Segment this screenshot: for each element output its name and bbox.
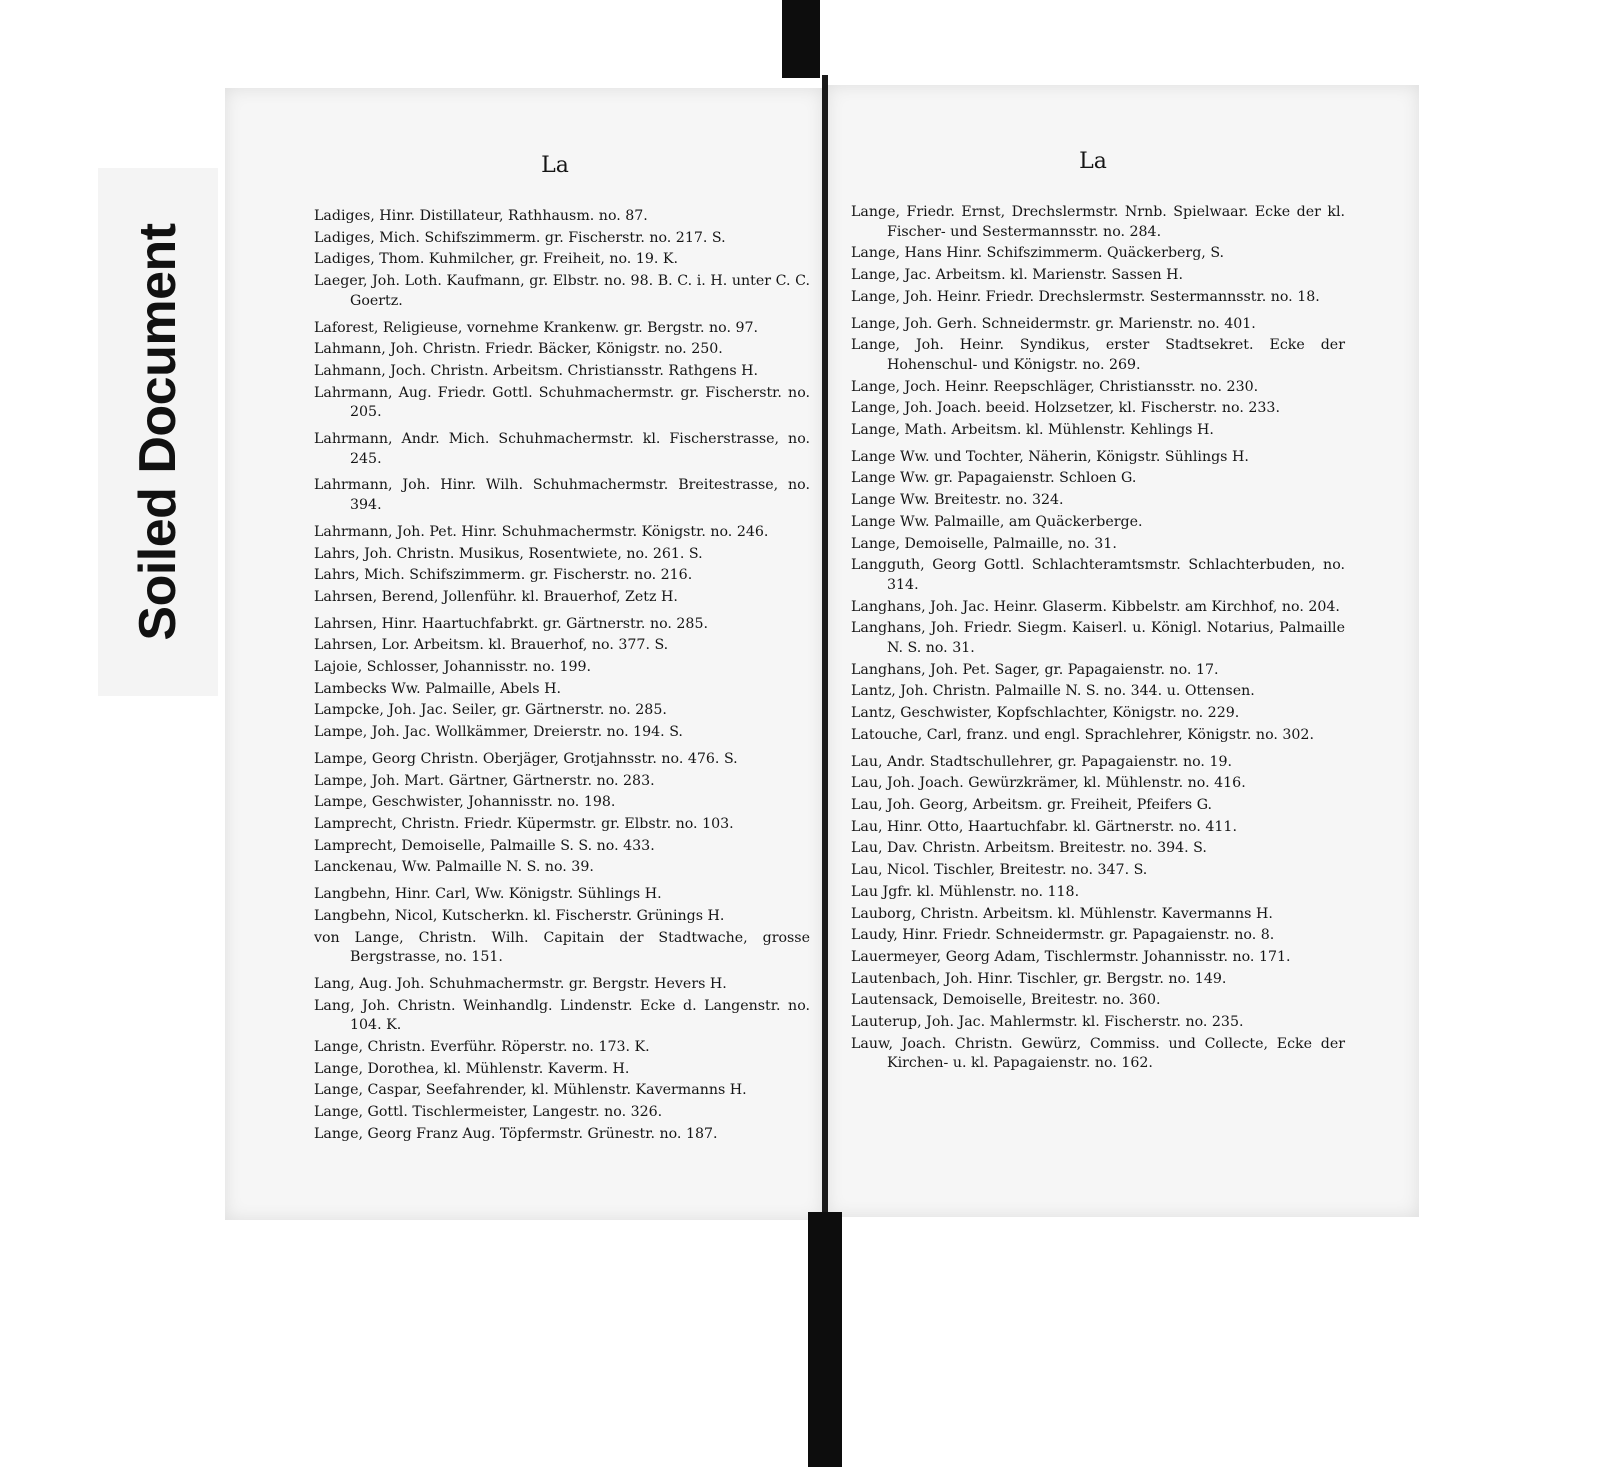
right-page-heading: La <box>1079 149 1107 174</box>
directory-entry: Lange Ww. Palmaille, am Quäckerberge. <box>851 513 1143 530</box>
directory-entry: Lantz, Geschwister, Kopfschlachter, Königstr. no. 229. <box>851 705 1240 722</box>
directory-entry: Lange Ww. und Tochter, Näherin, Königstr. Sühlings H. <box>851 448 1249 465</box>
directory-entry: Lau, Hinr. Otto, Haartuchfabr. kl. Gärtnerstr. no. 411. <box>851 818 1237 835</box>
directory-entry: Lahrmann, Andr. Mich. Schuhmachermstr. kl. Fischerstrasse, no. 245. <box>314 431 810 467</box>
directory-entry: Lange, Dorothea, kl. Mühlenstr. Kaverm. H. <box>314 1060 630 1077</box>
left-page-entries <box>314 207 810 1147</box>
directory-entry: Ladiges, Thom. Kuhmilcher, gr. Freiheit, no. 19. K. <box>314 251 679 268</box>
directory-entry: Lautensack, Demoiselle, Breitestr. no. 360. <box>851 992 1161 1009</box>
directory-entry: Langguth, Georg Gottl. Schlachteramtsmstr. Schlachterbuden, no. 314. <box>851 557 1345 593</box>
directory-entry: Lahmann, Joch. Christn. Arbeitsm. Christiansstr. Rathgens H. <box>314 362 759 379</box>
directory-entry: Langbehn, Hinr. Carl, Ww. Königstr. Sühlings H. <box>314 886 662 903</box>
directory-entry: Lahrs, Mich. Schifszimmerm. gr. Fischerstr. no. 216. <box>314 567 693 584</box>
directory-entry: Lang, Aug. Joh. Schuhmachermstr. gr. Bergstr. Hevers H. <box>314 975 727 992</box>
directory-entry: Lange, Joch. Heinr. Reepschläger, Christiansstr. no. 230. <box>851 378 1259 395</box>
directory-entry: Lange, Demoiselle, Palmaille, no. 31. <box>851 535 1117 552</box>
directory-entry: Laforest, Religieuse, vornehme Krankenw. gr. Bergstr. no. 97. <box>314 319 759 336</box>
directory-entry: Lange, Caspar, Seefahrender, kl. Mühlenstr. Kavermanns H. <box>314 1082 747 1099</box>
directory-entry: Lau, Nicol. Tischler, Breitestr. no. 347. S. <box>851 862 1148 879</box>
book-gutter <box>822 75 828 1225</box>
directory-entry: Lantz, Joh. Christn. Palmaille N. S. no. 344. u. Ottensen. <box>851 683 1255 700</box>
directory-entry: Lauermeyer, Georg Adam, Tischlermstr. Johannisstr. no. 171. <box>851 948 1291 965</box>
directory-entry: Lampe, Geschwister, Johannisstr. no. 198. <box>314 794 616 811</box>
directory-entry: Lahrs, Joh. Christn. Musikus, Rosentwiete, no. 261. S. <box>314 545 703 562</box>
directory-entry: Lahrmann, Joh. Hinr. Wilh. Schuhmachermstr. Breitestrasse, no. 394. <box>314 477 810 514</box>
directory-entry: Lahrmann, Aug. Friedr. Gottl. Schuhmachermstr. gr. Fischerstr. no. 205. <box>314 384 810 421</box>
directory-entry: Langhans, Joh. Jac. Heinr. Glaserm. Kibbelstr. am Kirchhof, no. 204. <box>851 598 1340 615</box>
directory-entry: Langhans, Joh. Friedr. Siegm. Kaiserl. u. Königl. Notarius, Palmaille N. S. no. 31. <box>851 620 1345 657</box>
soiled-document-label: Soiled Document <box>129 223 187 641</box>
directory-entry: Laudy, Hinr. Friedr. Schneidermstr. gr. Papagaienstr. no. 8. <box>851 927 1275 944</box>
binding-tab-top <box>782 0 820 78</box>
directory-entry: Lautenbach, Joh. Hinr. Tischler, gr. Bergstr. no. 149. <box>851 970 1227 987</box>
directory-entry: Lange, Joh. Heinr. Friedr. Drechslermstr. Sestermannsstr. no. 18. <box>851 288 1320 305</box>
directory-entry: Lange, Joh. Gerh. Schneidermstr. gr. Marienstr. no. 401. <box>851 315 1256 332</box>
directory-entry: Lange, Gottl. Tischlermeister, Langestr. no. 326. <box>314 1104 663 1121</box>
directory-entry: Lange, Joh. Joach. beeid. Holzsetzer, kl. Fischerstr. no. 233. <box>851 400 1280 417</box>
directory-entry: Lau, Andr. Stadtschullehrer, gr. Papagaienstr. no. 19. <box>851 753 1233 770</box>
directory-entry: Lampe, Joh. Mart. Gärtner, Gärtnerstr. no. 283. <box>314 772 655 789</box>
directory-entry: Langhans, Joh. Pet. Sager, gr. Papagaienstr. no. 17. <box>851 661 1219 678</box>
directory-entry: Lau, Dav. Christn. Arbeitsm. Breitestr. no. 394. S. <box>851 840 1207 857</box>
directory-entry: Lahrsen, Lor. Arbeitsm. kl. Brauerhof, no. 377. S. <box>314 637 669 654</box>
directory-entry: Lange, Joh. Heinr. Syndikus, erster Stadtsekret. Ecke der Hohenschul- und Königstr. no. 269. <box>851 337 1345 373</box>
directory-entry: Lange Ww. Breitestr. no. 324. <box>851 492 1064 509</box>
directory-entry: Lajoie, Schlosser, Johannisstr. no. 199. <box>314 659 592 676</box>
directory-entry: Lange, Georg Franz Aug. Töpfermstr. Grünestr. no. 187. <box>314 1125 718 1142</box>
directory-entry: Lauw, Joach. Christn. Gewürz, Commiss. und Collecte, Ecke der Kirchen- u. kl. Papagaienstr. no. 162. <box>851 1035 1345 1072</box>
directory-entry: Langbehn, Nicol, Kutscherkn. kl. Fischerstr. Grünings H. <box>314 907 725 924</box>
directory-entry: Ladiges, Hinr. Distillateur, Rathhausm. no. 87. <box>314 208 648 224</box>
directory-entry: Lanckenau, Ww. Palmaille N. S. no. 39. <box>314 859 594 876</box>
directory-entry: Laeger, Joh. Loth. Kaufmann, gr. Elbstr. no. 98. B. C. i. H. unter C. C. Goertz. <box>314 273 810 309</box>
directory-entry: Ladiges, Mich. Schifszimmerm. gr. Fischerstr. no. 217. S. <box>314 229 726 246</box>
directory-entry: Lahrmann, Joh. Pet. Hinr. Schuhmachermstr. Königstr. no. 246. <box>314 523 769 540</box>
directory-entry: Lau, Joh. Georg, Arbeitsm. gr. Freiheit, Pfeifers G. <box>851 796 1213 813</box>
directory-entry: Lahmann, Joh. Christn. Friedr. Bäcker, Königstr. no. 250. <box>314 341 723 358</box>
directory-entry: Lauborg, Christn. Arbeitsm. kl. Mühlenstr. Kavermanns H. <box>851 905 1273 922</box>
directory-entry: Lau, Joh. Joach. Gewürzkrämer, kl. Mühlenstr. no. 416. <box>851 775 1246 792</box>
directory-entry: Lampe, Joh. Jac. Wollkämmer, Dreierstr. no. 194. S. <box>314 724 683 741</box>
left-page-heading: La <box>541 153 569 178</box>
directory-entry: Lange, Friedr. Ernst, Drechslermstr. Nrnb. Spielwaar. Ecke der kl. Fischer- und Sestermannsstr. no. 284. <box>851 204 1345 240</box>
directory-entry: Lange, Jac. Arbeitsm. kl. Marienstr. Sassen H. <box>851 267 1184 284</box>
directory-entry: Lampe, Georg Christn. Oberjäger, Grotjahnsstr. no. 476. S. <box>314 750 738 767</box>
directory-entry: Lamprecht, Christn. Friedr. Küpermstr. gr. Elbstr. no. 103. <box>314 815 734 832</box>
directory-entry: Lambecks Ww. Palmaille, Abels H. <box>314 680 561 697</box>
directory-entry: Lahrsen, Berend, Jollenführ. kl. Brauerhof, Zetz H. <box>314 588 678 605</box>
directory-entry: Lahrsen, Hinr. Haartuchfabrkt. gr. Gärtnerstr. no. 285. <box>314 615 708 632</box>
binding-tab-bottom <box>808 1212 842 1467</box>
right-page-entries <box>851 203 1345 1076</box>
directory-entry: Lang, Joh. Christn. Weinhandlg. Lindenstr. Ecke d. Langenstr. no. 104. K. <box>314 997 810 1034</box>
directory-entry: von Lange, Christn. Wilh. Capitain der Stadtwache, grosse Bergstrasse, no. 151. <box>314 929 810 966</box>
directory-entry: Lau Jgfr. kl. Mühlenstr. no. 118. <box>851 883 1080 900</box>
directory-entry: Lampcke, Joh. Jac. Seiler, gr. Gärtnerstr. no. 285. <box>314 702 667 719</box>
directory-entry: Lange Ww. gr. Papagaienstr. Schloen G. <box>851 470 1137 487</box>
directory-entry: Lange, Christn. Everführ. Röperstr. no. 173. K. <box>314 1039 650 1056</box>
directory-entry: Lange, Hans Hinr. Schifszimmerm. Quäckerberg, S. <box>851 245 1225 262</box>
directory-entry: Latouche, Carl, franz. und engl. Sprachlehrer, Königstr. no. 302. <box>851 726 1314 743</box>
directory-entry: Lamprecht, Demoiselle, Palmaille S. S. no. 433. <box>314 837 655 854</box>
directory-entry: Lange, Math. Arbeitsm. kl. Mühlenstr. Kehlings H. <box>851 422 1214 439</box>
directory-entry: Lauterup, Joh. Jac. Mahlermstr. kl. Fischerstr. no. 235. <box>851 1014 1244 1031</box>
